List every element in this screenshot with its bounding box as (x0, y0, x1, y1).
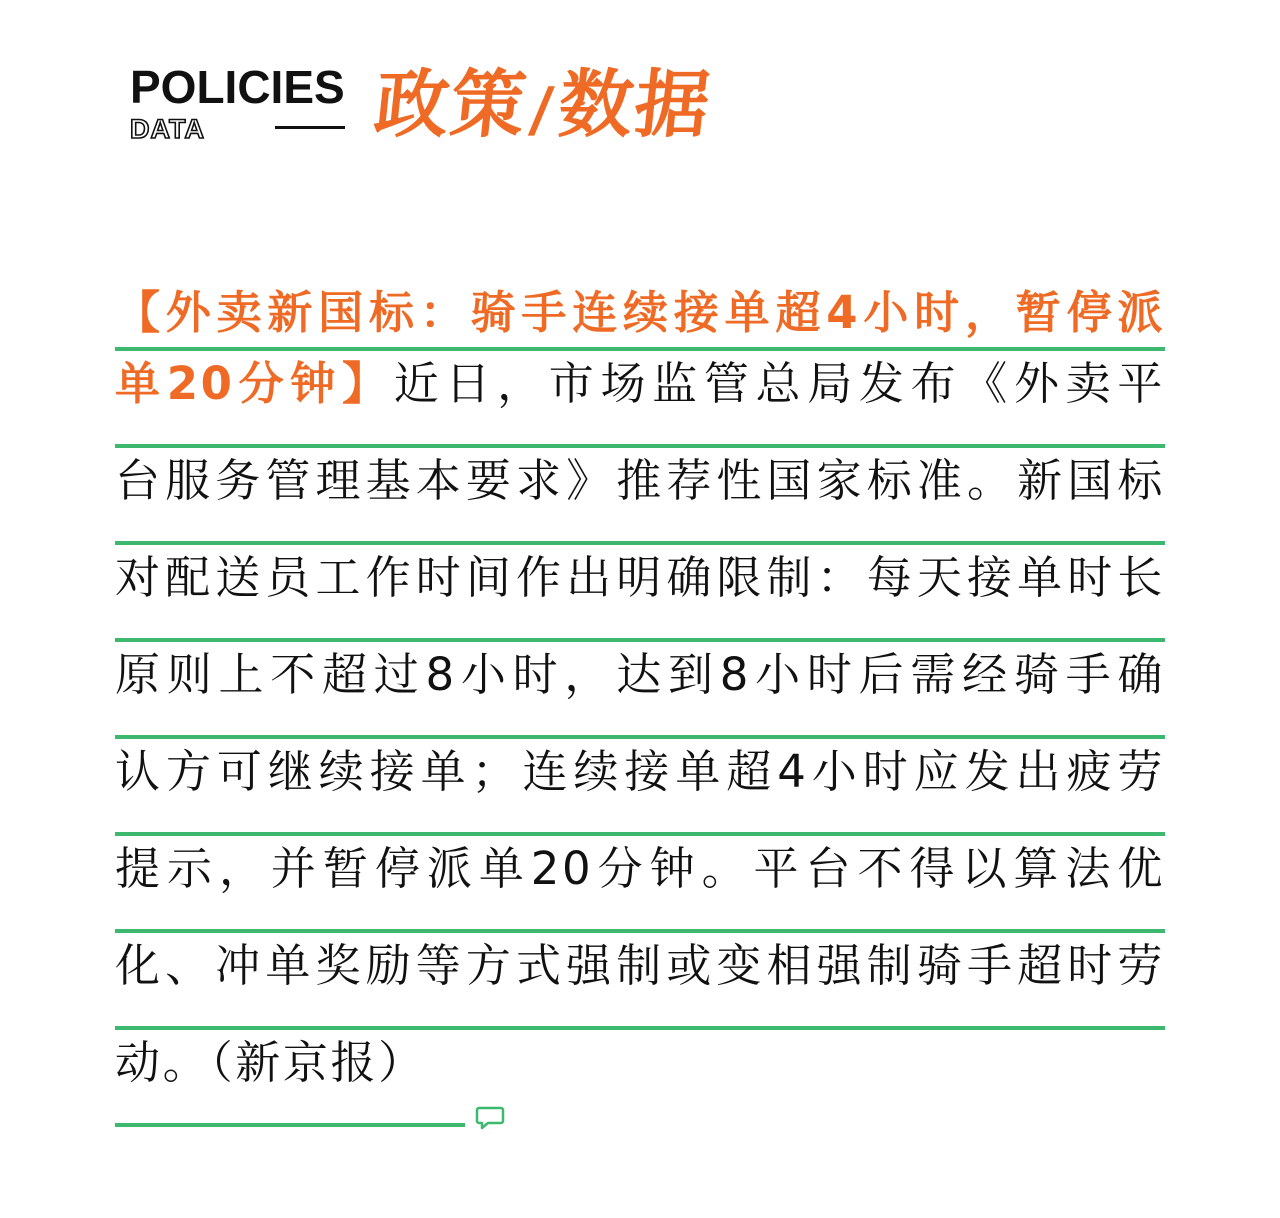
title-right: 数据 (554, 62, 716, 148)
article-line-8: 化、冲单奖励等方式强制或变相强制骑手超时劳 (115, 933, 1165, 1030)
headline-part-2: 单20分钟】 (115, 357, 394, 410)
article-line-6: 认方可继续接单；连续接单超4小时应发出疲劳 (115, 739, 1165, 836)
article-text-9: 动。（新京报） (115, 1036, 426, 1089)
policies-label: POLICIES (130, 61, 345, 113)
title-slash: / (526, 75, 559, 145)
article-line-2 (115, 351, 1165, 448)
header (130, 62, 750, 152)
article-body (115, 280, 1165, 1127)
header-divider (275, 126, 345, 129)
comment-bubble-icon[interactable] (475, 1083, 505, 1109)
article-line-1 (115, 280, 1165, 351)
article-line-3: 台服务管理基本要求》推荐性国家标准。新国标 (115, 448, 1165, 545)
article-line-5: 原则上不超过8小时，达到8小时后需经骑手确 (115, 642, 1165, 739)
article-line-7: 提示，并暂停派单20分钟。平台不得以算法优 (115, 836, 1165, 933)
section-title (370, 62, 715, 153)
article-line-4: 对配送员工作时间作出明确限制：每天接单时长 (115, 545, 1165, 642)
data-label: DATA (130, 114, 205, 144)
article-line-9 (115, 1030, 465, 1127)
headline-part-1: 【外卖新国标：骑手连续接单超4小时，暂停派 (115, 286, 1165, 339)
article-text-2: 近日，市场监管总局发布《外卖平 (393, 357, 1165, 410)
title-left: 政策 (370, 62, 532, 148)
